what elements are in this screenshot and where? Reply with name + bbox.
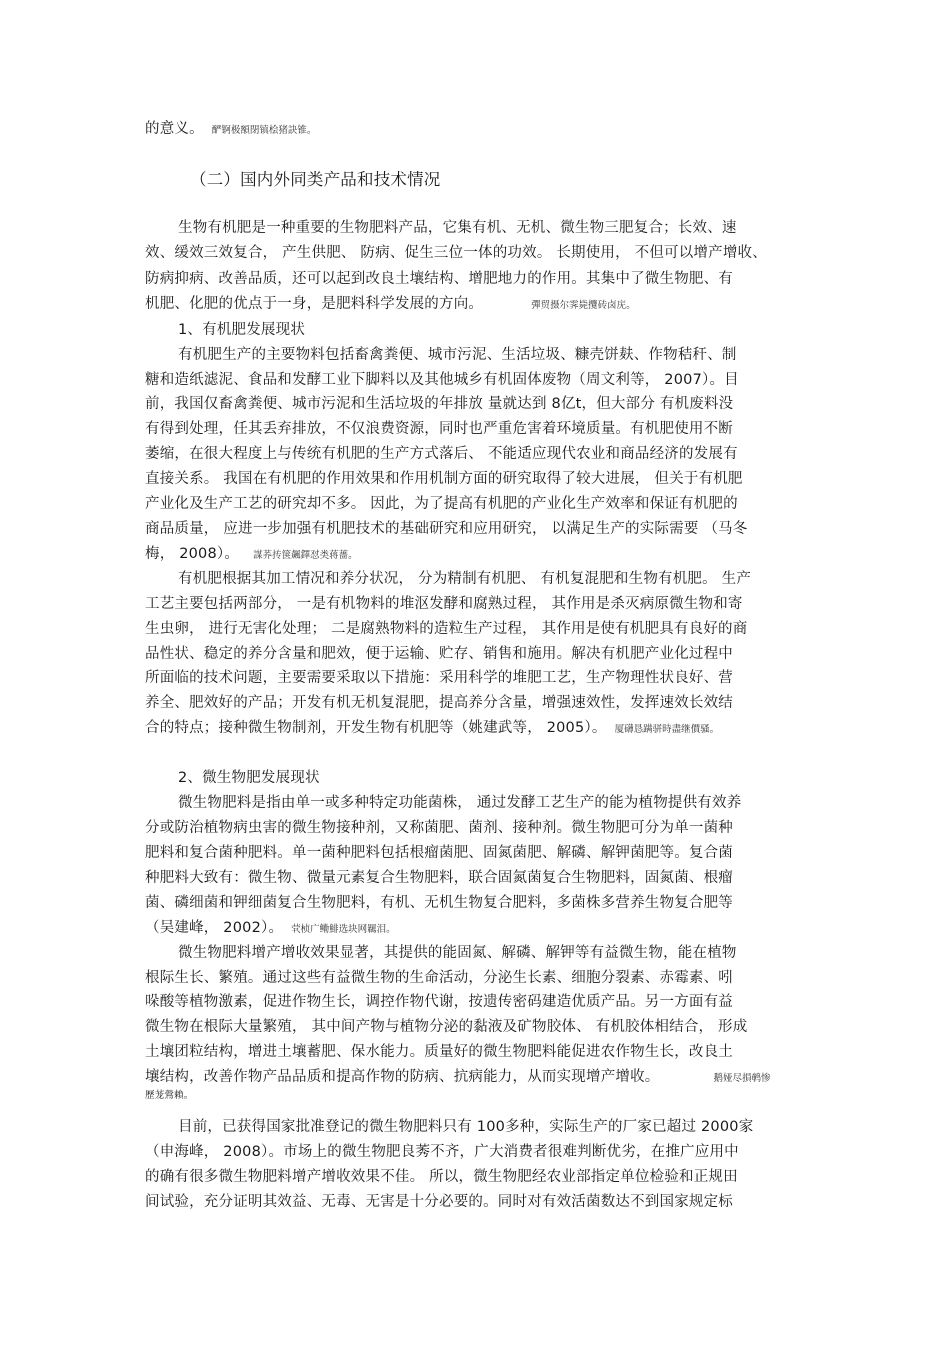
subsection-heading: 2、微生物肥发展现状 [178, 770, 320, 786]
watermark-text: 酽锕极額閉镇桧猪訣锥。 [211, 125, 317, 136]
text-line: 微生物在根际大量繁殖， 其中间产物与植物分泌的黏液及矿物胶体、 有机胶体相结合， 形成 [145, 1019, 748, 1035]
text-line: 肥料和复合菌种肥料。单一菌种肥料包括根瘤菌肥、固氮菌肥、解磷、解钾菌肥等。复合菌 [145, 845, 733, 861]
text-line: 种肥料大致有：微生物、微量元素复合生物肥料，联合固氮菌复合生物肥料，固氮菌、根瘤 [145, 870, 733, 886]
text-line: 前，我国仅畜禽粪便、城市污泥和生活垃圾的年排放 量就达到 8亿t，但大部分 有机废料没 [145, 396, 734, 412]
text-line: 根际生长、繁殖。通过这些有益微生物的生命活动，分泌生长素、细胞分裂素、赤霉素、吲 [145, 970, 733, 986]
text-line: 有得到处理，任其丢弃排放，不仅浪费资源，同时也严重危害着环境质量。有机肥使用不断 [145, 421, 733, 437]
text-line: 合的特点；接种微生物制剂，开发生物有机肥等（姚建武等， 2005）。 厦礴恳蹒骈時盡继價骚。 [145, 720, 720, 736]
text-line: 糖和造纸滤泥、食品和发酵工业下脚料以及其他城乡有机固体废物（周文利等， 2007）。目 [145, 372, 739, 388]
watermark-text: 厦礴恳蹒骈時盡继價骚。 [614, 724, 720, 735]
text-line: 土壤团粒结构，增进土壤蓄肥、保水能力。质量好的微生物肥料能促进农作物生长，改良土 [145, 1044, 733, 1060]
text-line: 养全、肥效好的产品；开发有机无机复混肥，提高养分含量，增强速效性，发挥速效长效结 [145, 695, 733, 711]
text-line: 有机肥生产的主要物料包括畜禽粪便、城市污泥、生活垃圾、糠壳饼麸、作物秸秆、制 [178, 347, 737, 363]
text-line: 壤结构，改善作物产品品质和提高作物的防病、抗病能力，从而实现增产增收。 鹅娅尽損鹌惨 [145, 1069, 771, 1085]
text-line: 直接关系。 我国在有机肥的作用效果和作用机制方面的研究取得了较大进展， 但关于有机肥 [145, 471, 743, 487]
text-line: 哚酸等植物激素，促进作物生长，调控作物代谢，按遗传密码建造优质产品。另一方面有益 [145, 994, 733, 1010]
watermark-text: 茕桢广鳓鯡选块网羈泪。 [291, 924, 396, 935]
text-line: 商品质量， 应进一步加强有机肥技术的基础研究和应用研究， 以满足生产的实际需要 （马冬 [145, 521, 748, 537]
text-line: 工艺主要包括两部分， 一是有机物料的堆沤发酵和腐熟过程， 其作用是杀灭病原微生物和寄 [145, 596, 743, 612]
watermark-text: 彈贸摄尔霁毙攬砖卤庑。 [531, 300, 636, 311]
text-line: 所面临的技术问题，主要需要采取以下措施：采用科学的堆肥工艺，生产物理性状良好、营 [145, 670, 733, 686]
text-line: 菌、磷细菌和钾细菌复合生物肥料，有机、无机生物复合肥料，多菌株多营养生物复合肥等 [145, 895, 733, 911]
text-line: 产业化及生产工艺的研究却不多。 因此，为了提高有机肥的产业化生产效率和保证有机肥的 [145, 496, 738, 512]
text-line: 萎缩，在很大程度上与传统有机肥的生产方式落后、 不能适应现代农业和商品经济的发展有 [145, 446, 738, 462]
text-line: 生物有机肥是一种重要的生物肥料产品，它集有机、无机、微生物三肥复合；长效、速 [178, 220, 737, 236]
subsection-heading: 1、有机肥发展现状 [178, 322, 306, 338]
text-line: 间试验，充分证明其效益、无毒、无害是十分必要的。同时对有效活菌数达不到国家规定标 [145, 1194, 733, 1210]
text-line: 有机肥根据其加工情况和养分状况， 分为精制有机肥、 有机复混肥和生物有机肥。 生产 [178, 571, 752, 587]
text-line: （申海峰， 2008）。市场上的微生物肥良莠不齐，广大消费者很难判断优劣，在推广应用中 [145, 1144, 739, 1160]
text-line: 品性状、稳定的养分含量和肥效，便于运输、贮存、销售和施用。解决有机肥产业化过程中 [145, 646, 733, 662]
text-line: 的意义。 酽锕极額閉镇桧猪訣锥。 [145, 121, 317, 137]
watermark-text: 謀荞抟箧飆鐸怼类蒋薔。 [253, 550, 358, 561]
watermark-text: 歷茏鶯賴。 [145, 1090, 194, 1101]
text-line: 梅， 2008）。 謀荞抟箧飆鐸怼类蒋薔。 [145, 546, 358, 562]
text-line: 效、缓效三效复合， 产生供肥、 防病、促生三位一体的功效。 长期使用， 不但可以增产增收、 [145, 245, 767, 261]
text-line: 的确有很多微生物肥料增产增收效果不佳。 所以，微生物肥经农业部指定单位检验和正规田 [145, 1169, 738, 1185]
section-heading: （二）国内外同类产品和技术情况 [190, 170, 441, 189]
text-line: 目前，已获得国家批准登记的微生物肥料只有 100多种，实际生产的厂家已超过 2000家 [178, 1119, 754, 1135]
text-line: 微生物肥料增产增收效果显著，其提供的能固氮、解磷、解钾等有益微生物，能在植物 [178, 945, 737, 961]
watermark-text: 鹅娅尽損鹌惨 [713, 1073, 771, 1084]
text-line: （吴建峰， 2002）。 茕桢广鳓鯡选块网羈泪。 [145, 920, 396, 936]
text-line: 微生物肥料是指由单一或多种特定功能菌株， 通过发酵工艺生产的能为植物提供有效养 [178, 795, 742, 811]
text-line: 分或防治植物病虫害的微生物接种剂，又称菌肥、菌剂、接种剂。微生物肥可分为单一菌种 [145, 820, 733, 836]
text-line: 生虫卵， 进行无害化处理； 二是腐熟物料的造粒生产过程， 其作用是使有机肥具有良好的商 [145, 621, 748, 637]
text-line: 防病抑病、改善品质，还可以起到改良土壤结构、增肥地力的作用。其集中了微生物肥、有 [145, 271, 733, 287]
text-line: 机肥、化肥的优点于一身，是肥料科学发展的方向。 彈贸摄尔霁毙攬砖卤庑。 [145, 296, 636, 312]
